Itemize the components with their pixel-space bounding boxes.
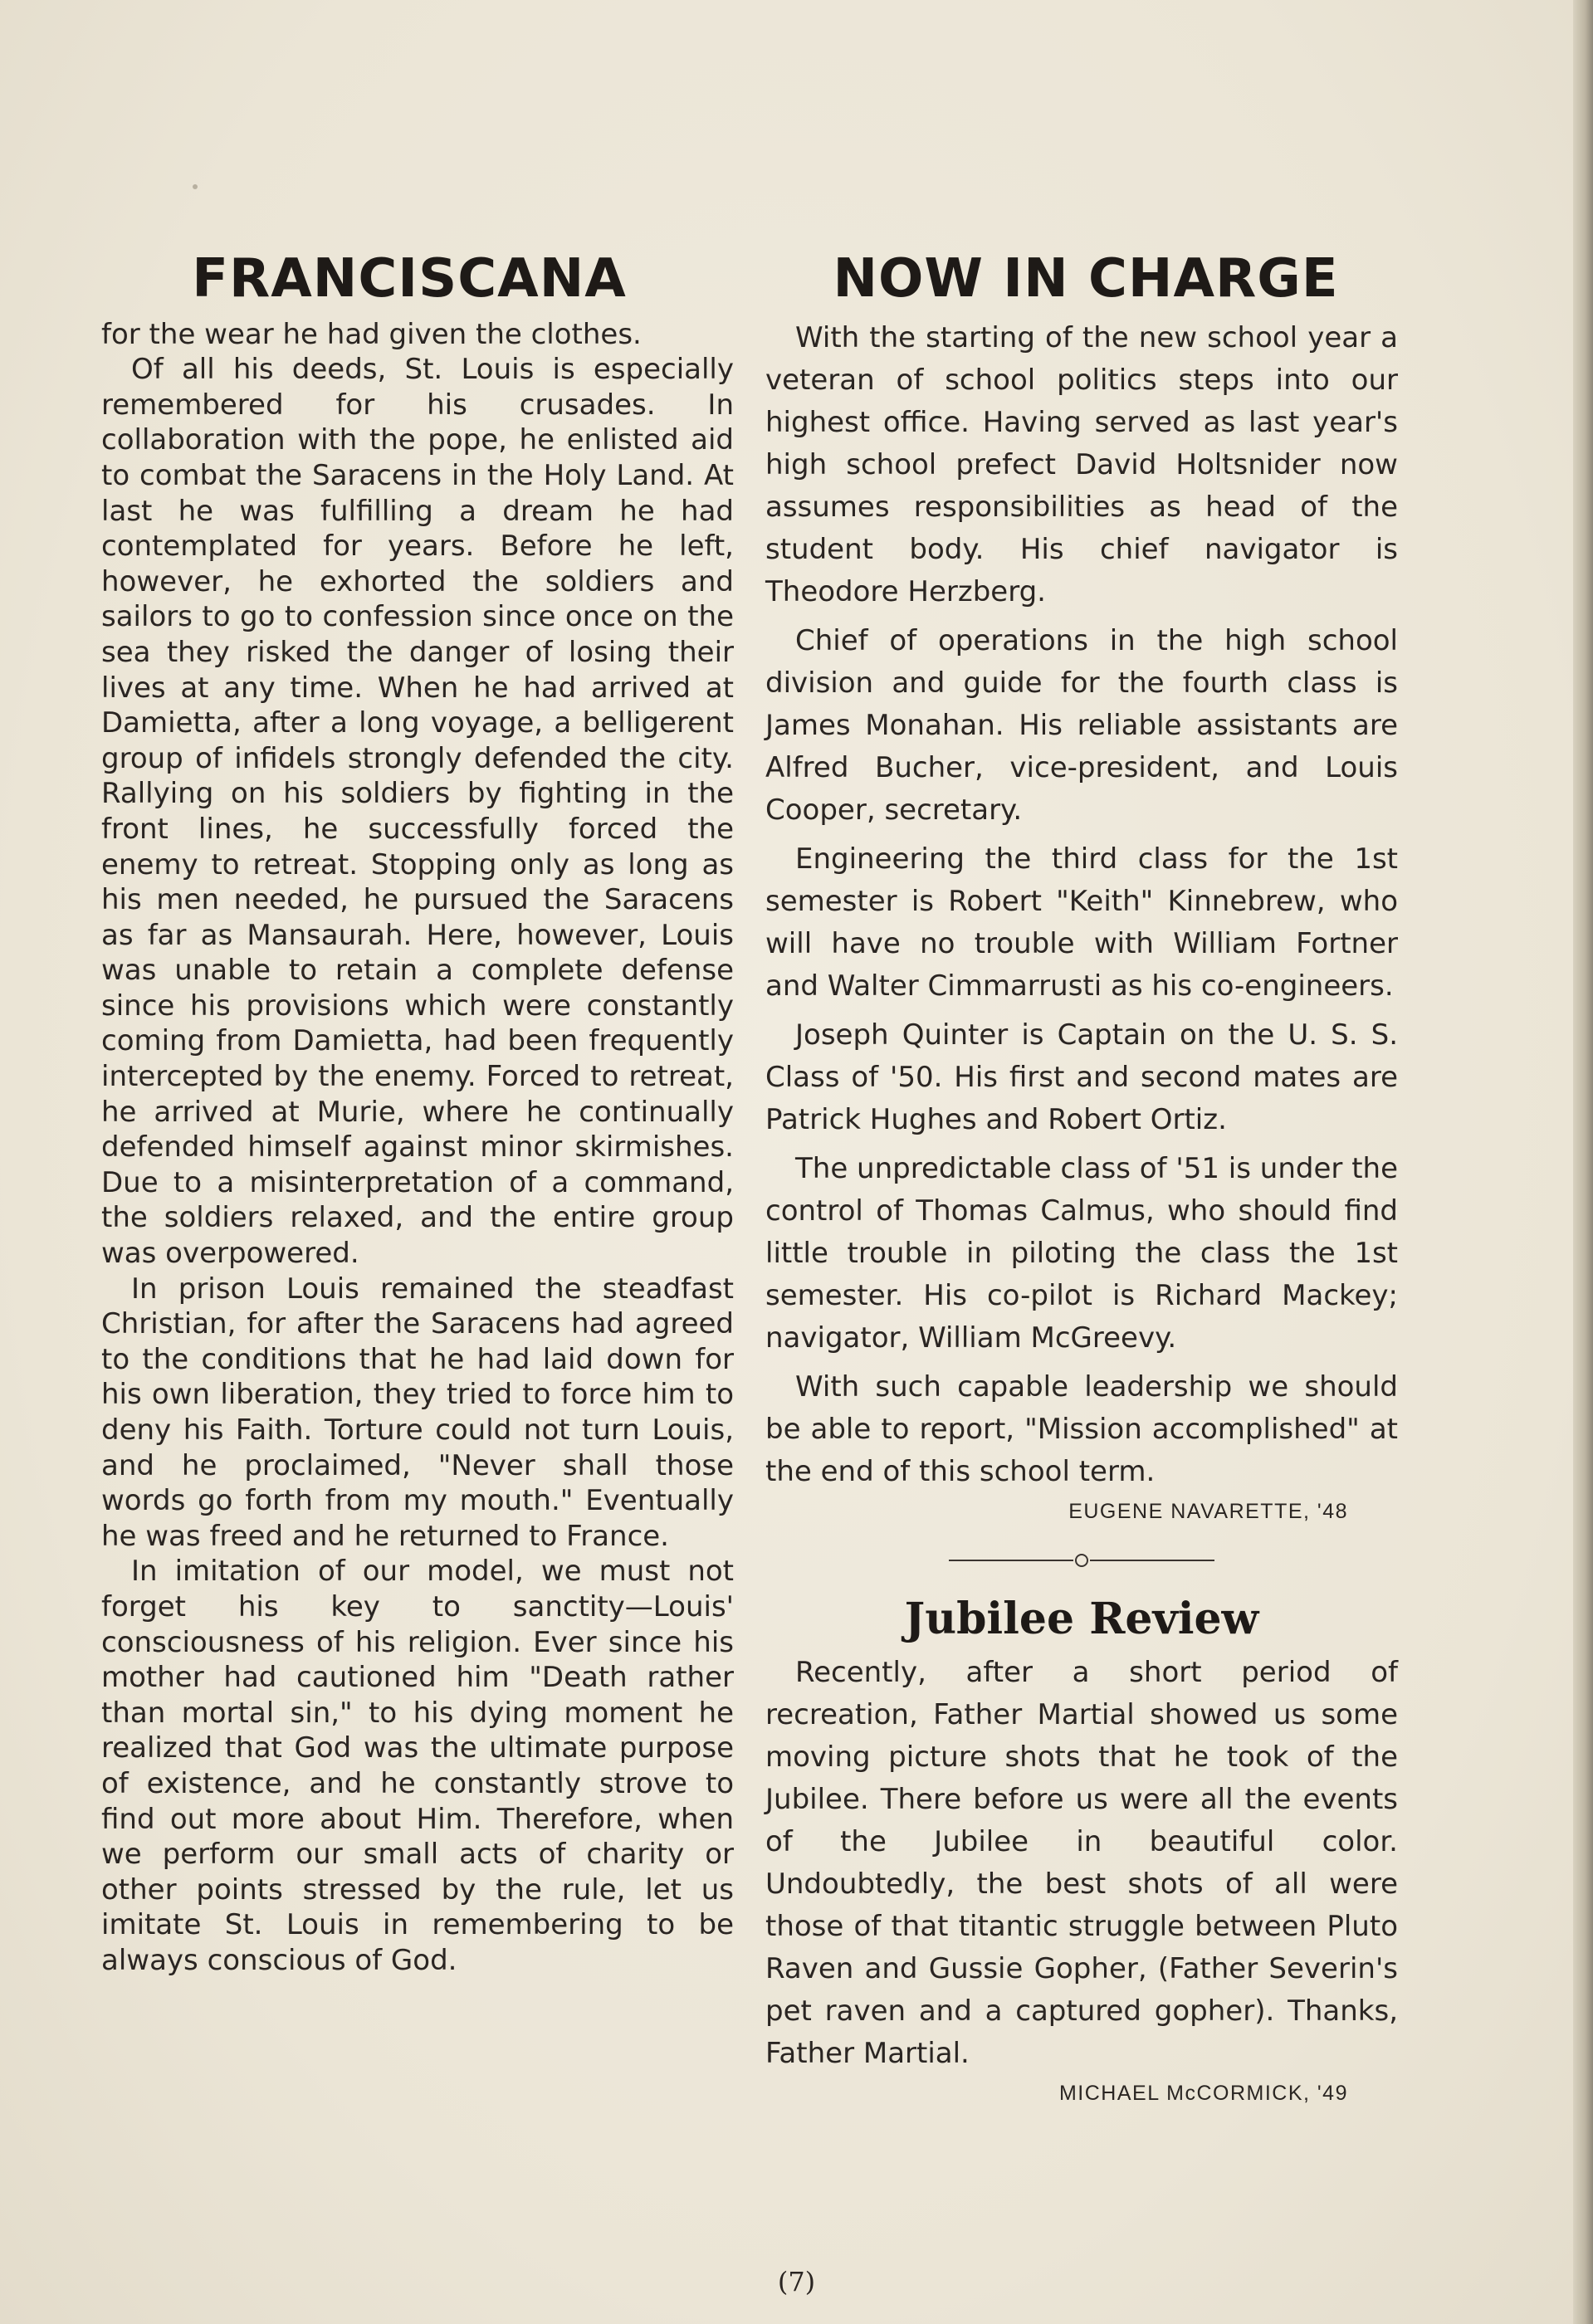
left-column (101, 249, 734, 1979)
divider-line-left (949, 1560, 1073, 1561)
divider-ring-icon (1075, 1554, 1088, 1567)
now-in-charge-paragraph-6: With such capable leadership we should be able to report, "Mission accomplished" at the end of this school term. (765, 1370, 1398, 1488)
franciscana-body (101, 317, 734, 1979)
jubilee-review-paragraph-1: Recently, after a short period of recreation, Father Martial showed us some moving picture shots that he took of the Jubilee. There before us were all the events of the Jubilee in beautiful color. Undoubtedly, the best shots of all were those of that titantic struggle between Pluto Raven and Gussie Gopher, (Father Severin's pet raven and a captured gopher). Thanks, Father Martial. (765, 1655, 1398, 2070)
binding-edge (1573, 0, 1593, 2324)
franciscana-heading: FRANCISCANA (192, 248, 627, 310)
paper-speck (193, 184, 198, 189)
now-in-charge-paragraph-4: Joseph Quinter is Captain on the U. S. S. Class of '50. His first and second mates are Patrick Hughes and Robert Ortiz. (765, 1018, 1398, 1136)
franciscana-paragraph-3: In prison Louis remained the steadfast Christian, for after the Saracens had agreed to the conditions that he had laid down for his own liberation, they tried to force him to deny his Faith. Torture could not turn Louis, and he proclaimed, "Never shall those words go forth from my mouth." Eventually he was freed and he returned to France. (101, 1272, 734, 1553)
now-in-charge-body (765, 317, 1398, 1493)
franciscana-paragraph-1: for the wear he had given the clothes. (101, 317, 642, 351)
now-in-charge-heading: NOW IN CHARGE (833, 248, 1339, 310)
jubilee-review-body (765, 1652, 1398, 2075)
now-in-charge-paragraph-2: Chief of operations in the high school division and guide for the fourth class is James Monahan. His reliable assistants are Alfred Bucher, vice-president, and Louis Cooper, secretary. (765, 623, 1398, 827)
page-number: (7) (777, 2266, 816, 2297)
now-in-charge-paragraph-3: Engineering the third class for the 1st semester is Robert "Keith" Kinnebrew, who will have no trouble with William Fortner and Walter Cimmarrusti as his co-engineers. (765, 842, 1398, 1003)
now-in-charge-paragraph-5: The unpredictable class of '51 is under the control of Thomas Calmus, who should find little trouble in piloting the class the 1st semester. His co-pilot is Richard Mackey; navigator, William McGreevy. (765, 1151, 1398, 1355)
jubilee-review-byline: MICHAEL McCORMICK, '49 (1058, 2081, 1348, 2105)
right-column (765, 249, 1398, 2106)
franciscana-paragraph-2: Of all his deeds, St. Louis is especially remembered for his crusades. In collaboration with the pope, he enlisted aid to combat the Saracens in the Holy Land. At last he was fulfilling a dream he had contemplated for years. Before he left, however, he exhorted the soldiers and sailors to go to confession since once on the sea they risked the danger of losing their lives at any time. When he had arrived at Damietta, after a long voyage, a belligerent group of infidels strongly defended the city. Rallying on his soldiers by fighting in the front lines, he successfully forced the enemy to retreat. Stopping only as long as his men needed, he pursued the Saracens as far as Mansaurah. Here, however, Louis was unable to retain a complete defense since his provisions which were constantly coming from Damietta, had been frequently intercepted by the enemy. Forced to retreat, he arrived at Murie, where he continually defended himself against minor skirmishes. Due to a misinterpretation of a command, the soldiers relaxed, and the entire group was overpowered. (101, 353, 734, 1271)
divider-line-right (1090, 1560, 1214, 1561)
now-in-charge-byline: EUGENE NAVARETTE, '48 (1068, 1499, 1348, 1523)
franciscana-paragraph-4: In imitation of our model, we must not forget his key to sanctity—Louis' consciousness of his religion. Ever since his mother had cautioned him "Death rather than mortal sin," to his dying moment he realized that God was the ultimate purpose of existence, and he constantly strove to find out more about Him. Therefore, when we perform our small acts of charity or other points stressed by the rule, let us imitate St. Louis in remembering to be always conscious of God. (101, 1555, 734, 1977)
jubilee-review-heading: Jubilee Review (904, 1593, 1259, 1644)
now-in-charge-paragraph-1: With the starting of the new school year a veteran of school politics steps into our highest office. Having served as last year's high school prefect David Holtsnider now assumes responsibilities as head of the student body. His chief navigator is Theodore Herzberg. (765, 320, 1398, 608)
section-divider (765, 1552, 1398, 1569)
